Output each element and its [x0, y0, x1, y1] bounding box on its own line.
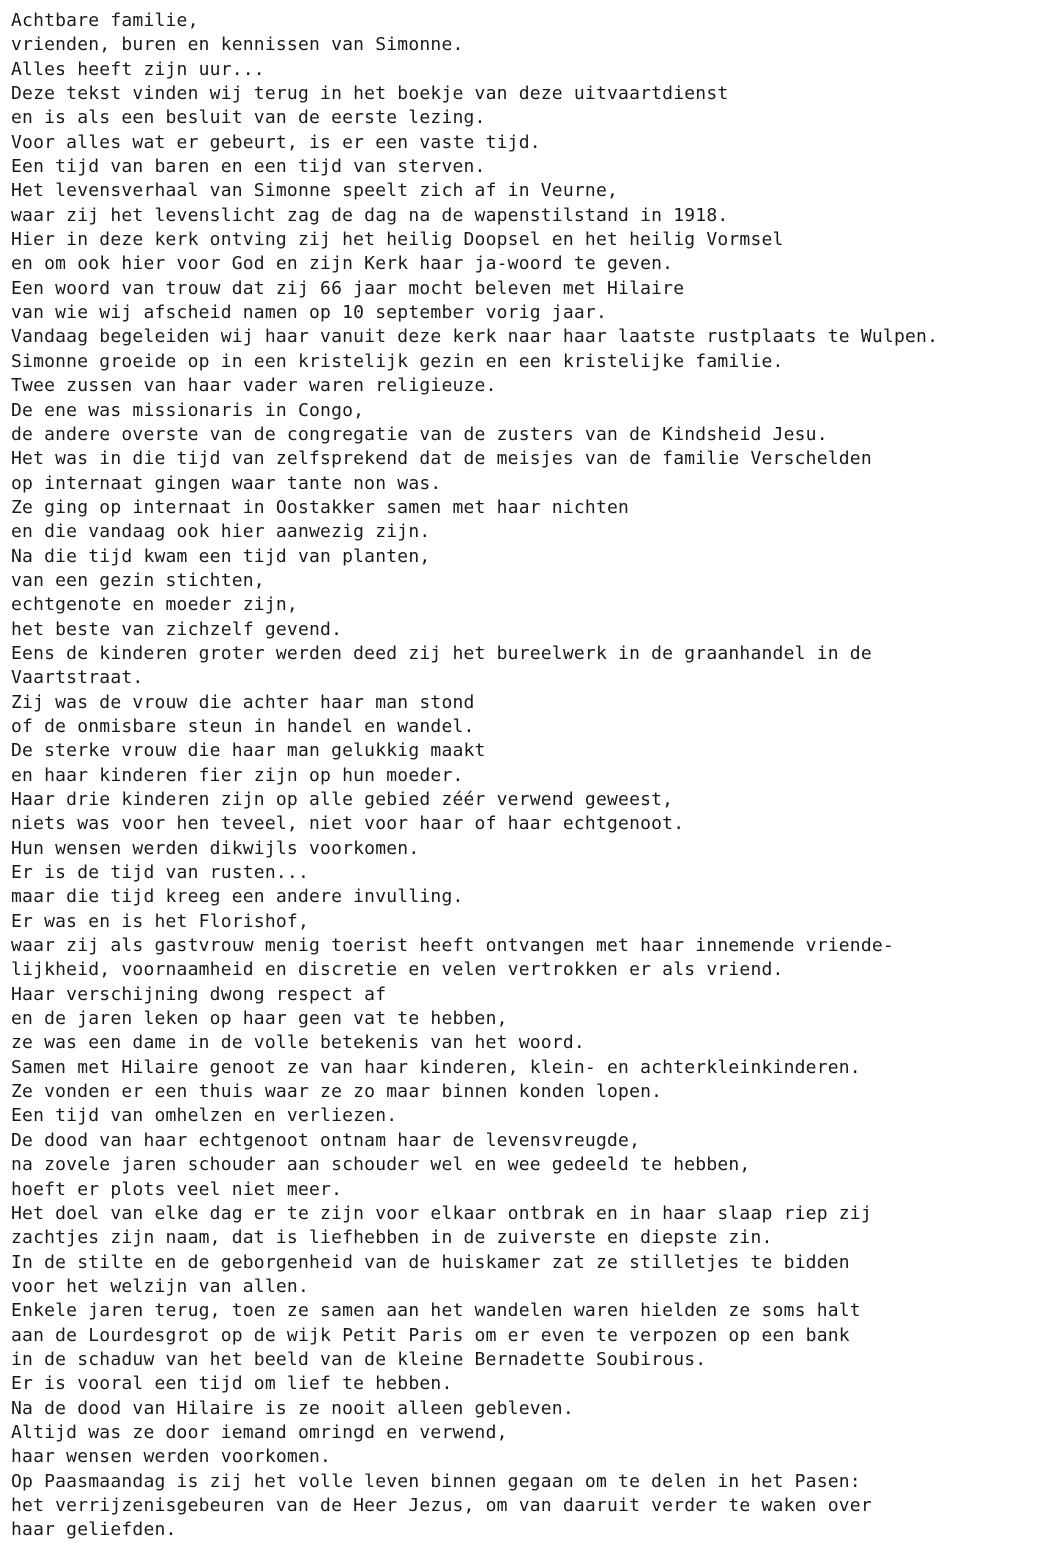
- text-line: ze was een dame in de volle betekenis van het woord.: [11, 1032, 585, 1054]
- text-line: De sterke vrouw die haar man gelukkig maakt: [11, 740, 486, 762]
- text-line: Ze ging op internaat in Oostakker samen met haar nichten: [11, 496, 630, 518]
- text-line: Samen met Hilaire genoot ze van haar kinderen, klein- en achterkleinkinderen.: [11, 1056, 861, 1078]
- text-line: Het was in die tijd van zelfsprekend dat de meisjes van de familie Verschelden: [11, 448, 872, 470]
- text-line: Deze tekst vinden wij terug in het boekje van deze uitvaartdienst: [11, 83, 729, 105]
- text-line: Achtbare familie,: [11, 10, 199, 31]
- text-line: en haar kinderen fier zijn op hun moeder.: [11, 764, 464, 786]
- text-line: en die vandaag ook hier aanwezig zijn.: [11, 521, 431, 543]
- text-line: Haar drie kinderen zijn op alle gebied zéér verwend geweest,: [11, 789, 674, 810]
- text-line: Het doel van elke dag er te zijn voor elkaar ontbrak en in haar slaap riep zij: [11, 1202, 872, 1224]
- text-line: het verrijzenisgebeuren van de Heer Jezus, om van daaruit verder te waken over: [11, 1494, 872, 1516]
- text-line: Vaartstraat.: [11, 667, 144, 689]
- text-line: Haar verschijning dwong respect af: [11, 983, 387, 1005]
- text-line: en om ook hier voor God en zijn Kerk haar ja-woord te geven.: [11, 253, 674, 275]
- text-line: op internaat gingen waar tante non was.: [11, 472, 442, 494]
- text-line: Er is vooral een tijd om lief te hebben.: [11, 1373, 453, 1395]
- text-line: hoeft er plots veel niet meer.: [11, 1178, 343, 1200]
- text-line: en is als een besluit van de eerste lezing.: [11, 107, 486, 129]
- text-line: van een gezin stichten,: [11, 569, 265, 591]
- text-line: maar die tijd kreeg een andere invulling.: [11, 886, 464, 908]
- text-line: Een woord van trouw dat zij 66 jaar mocht beleven met Hilaire: [11, 277, 685, 299]
- text-line: en de jaren leken op haar geen vat te hebben,: [11, 1008, 508, 1030]
- text-line: voor het welzijn van allen.: [11, 1275, 309, 1297]
- text-line: Vandaag begeleiden wij haar vanuit deze kerk naar haar laatste rustplaats te Wulpen.: [11, 326, 939, 348]
- text-line: haar wensen werden voorkomen.: [11, 1446, 332, 1468]
- text-line: Een tijd van baren en een tijd van sterven.: [11, 156, 486, 178]
- text-line: Simonne groeide op in een kristelijk gezin en een kristelijke familie.: [11, 350, 784, 372]
- text-line: Na die tijd kwam een tijd van planten,: [11, 545, 431, 567]
- text-line: Zij was de vrouw die achter haar man stond: [11, 691, 475, 713]
- text-line: waar zij het levenslicht zag de dag na de wapenstilstand in 1918.: [11, 204, 729, 226]
- text-line: vrienden, buren en kennissen van Simonne.: [11, 34, 464, 56]
- text-line: Op Paasmaandag is zij het volle leven binnen gegaan om te delen in het Pasen:: [11, 1470, 861, 1492]
- text-line: of de onmisbare steun in handel en wandel.: [11, 715, 475, 737]
- text-line: De dood van haar echtgenoot ontnam haar de levensvreugde,: [11, 1129, 641, 1151]
- text-line: haar geliefden.: [11, 1519, 177, 1541]
- text-line: Het levensverhaal van Simonne speelt zich af in Veurne,: [11, 180, 619, 202]
- text-line: Twee zussen van haar vader waren religieuze.: [11, 375, 497, 397]
- text-line: in de schaduw van het beeld van de kleine Bernadette Soubirous.: [11, 1348, 707, 1370]
- text-line: Voor alles wat er gebeurt, is er een vaste tijd.: [11, 131, 541, 153]
- text-line: Enkele jaren terug, toen ze samen aan het wandelen waren hielden ze soms halt: [11, 1300, 861, 1322]
- text-line: lijkheid, voornaamheid en discretie en velen vertrokken er als vriend.: [11, 959, 784, 981]
- typewritten-eulogy-text: [11, 9, 1039, 1543]
- text-line: zachtjes zijn naam, dat is liefhebben in de zuiverste en diepste zin.: [11, 1227, 773, 1249]
- text-line: De ene was missionaris in Congo,: [11, 399, 365, 421]
- text-line: Een tijd van omhelzen en verliezen.: [11, 1105, 398, 1127]
- text-line: Alles heeft zijn uur...: [11, 58, 265, 80]
- text-line: echtgenote en moeder zijn,: [11, 594, 298, 616]
- text-line: van wie wij afscheid namen op 10 september vorig jaar.: [11, 302, 607, 324]
- text-line: Altijd was ze door iemand omringd en verwend,: [11, 1421, 508, 1443]
- text-line: de andere overste van de congregatie van de zusters van de Kindsheid Jesu.: [11, 423, 828, 445]
- text-line: Hun wensen werden dikwijls voorkomen.: [11, 837, 420, 859]
- text-line: In de stilte en de geborgenheid van de huiskamer zat ze stilletjes te bidden: [11, 1251, 850, 1273]
- text-line: Na de dood van Hilaire is ze nooit alleen gebleven.: [11, 1397, 574, 1419]
- text-line: Er is de tijd van rusten...: [11, 862, 309, 884]
- text-line: na zovele jaren schouder aan schouder wel en wee gedeeld te hebben,: [11, 1154, 751, 1176]
- text-line: Ze vonden er een thuis waar ze zo maar binnen konden lopen.: [11, 1081, 663, 1103]
- text-line: Er was en is het Florishof,: [11, 910, 309, 932]
- text-line: Hier in deze kerk ontving zij het heilig Doopsel en het heilig Vormsel: [11, 229, 784, 251]
- text-line: aan de Lourdesgrot op de wijk Petit Paris om er even te verpozen op een bank: [11, 1324, 850, 1346]
- text-line: niets was voor hen teveel, niet voor haar of haar echtgenoot.: [11, 813, 685, 835]
- text-line: Eens de kinderen groter werden deed zij het bureelwerk in de graanhandel in de: [11, 642, 872, 664]
- text-line: het beste van zichzelf gevend.: [11, 618, 343, 640]
- text-line: waar zij als gastvrouw menig toerist heeft ontvangen met haar innemende vriende-: [11, 935, 894, 957]
